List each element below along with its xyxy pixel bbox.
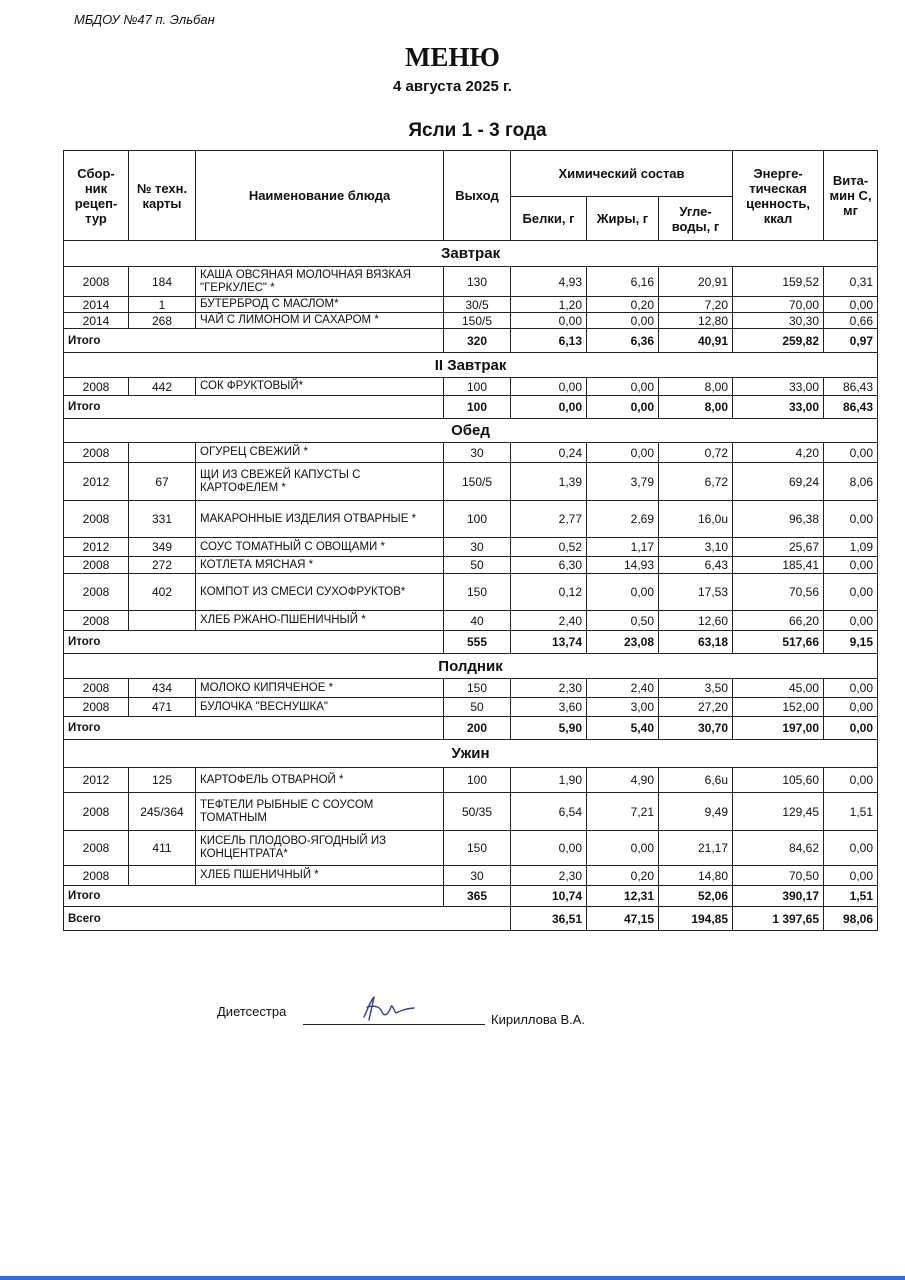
table-row [64,443,878,463]
page-title: МЕНЮ [405,42,500,72]
cell-energy: 185,41 [733,557,824,574]
cell-protein: 1,20 [511,297,587,313]
grand-total-fat: 47,15 [587,907,659,931]
cell-fat: 6,16 [587,267,659,297]
total-fat: 6,36 [587,329,659,353]
cell-protein: 6,54 [511,793,587,831]
cell-dish: ЧАЙ С ЛИМОНОМ И САХАРОМ * [196,313,444,329]
section-row [64,241,878,267]
cell-card: 245/364 [129,793,196,831]
total-row [64,631,878,654]
col-energy: Энерге-тическая ценность, ккал [733,151,824,241]
cell-output: 100 [444,501,511,538]
cell-collection: 2008 [64,611,129,631]
table-row [64,297,878,313]
cell-fat: 2,40 [587,679,659,698]
cell-fat: 1,17 [587,538,659,557]
cell-carbs: 3,10 [659,538,733,557]
total-label: Итого [64,717,444,740]
cell-energy: 66,20 [733,611,824,631]
cell-output: 150/5 [444,313,511,329]
cell-energy: 84,62 [733,831,824,866]
section-row [64,419,878,443]
total-carbs: 63,18 [659,631,733,654]
signature-line [303,1024,485,1025]
cell-energy: 129,45 [733,793,824,831]
section-row [64,654,878,679]
cell-dish: СОУС ТОМАТНЫЙ С ОВОЩАМИ * [196,538,444,557]
total-fat: 0,00 [587,396,659,419]
cell-dish: ХЛЕБ РЖАНО-ПШЕНИЧНЫЙ * [196,611,444,631]
cell-card [129,866,196,886]
total-fat: 12,31 [587,886,659,907]
cell-protein: 1,39 [511,463,587,501]
cell-vitamin: 0,00 [824,557,878,574]
col-protein: Белки, г [511,197,587,241]
total-vitamin: 1,51 [824,886,878,907]
cell-vitamin: 0,00 [824,574,878,611]
total-energy: 197,00 [733,717,824,740]
cell-fat: 0,50 [587,611,659,631]
table-row [64,313,878,329]
grand-total-vitamin: 98,06 [824,907,878,931]
table-row [64,831,878,866]
cell-carbs: 6,6u [659,768,733,793]
cell-fat: 3,00 [587,698,659,717]
section-row [64,740,878,768]
cell-output: 150 [444,679,511,698]
cell-collection: 2008 [64,574,129,611]
cell-card: 349 [129,538,196,557]
cell-energy: 4,20 [733,443,824,463]
total-vitamin: 0,97 [824,329,878,353]
total-energy: 33,00 [733,396,824,419]
cell-carbs: 3,50 [659,679,733,698]
cell-energy: 30,30 [733,313,824,329]
cell-energy: 25,67 [733,538,824,557]
col-fat: Жиры, г [587,197,659,241]
cell-energy: 69,24 [733,463,824,501]
col-collection: Сбор-ник рецеп-тур [64,151,129,241]
cell-energy: 33,00 [733,378,824,396]
col-chem: Химический состав [511,151,733,197]
cell-card [129,611,196,631]
cell-collection: 2008 [64,831,129,866]
cell-carbs: 21,17 [659,831,733,866]
total-label: Итого [64,329,444,353]
grand-total-label: Всего [64,907,511,931]
age-group: Ясли 1 - 3 года [408,120,547,141]
cell-output: 50 [444,557,511,574]
cell-output: 150/5 [444,463,511,501]
section-title: II Завтрак [64,353,878,378]
cell-energy: 70,56 [733,574,824,611]
cell-protein: 2,30 [511,866,587,886]
cell-output: 40 [444,611,511,631]
cell-dish: ХЛЕБ ПШЕНИЧНЫЙ * [196,866,444,886]
cell-dish: КОМПОТ ИЗ СМЕСИ СУХОФРУКТОВ* [196,574,444,611]
cell-protein: 4,93 [511,267,587,297]
section-title: Ужин [64,740,878,768]
cell-protein: 1,90 [511,768,587,793]
cell-dish: ЩИ ИЗ СВЕЖЕЙ КАПУСТЫ С КАРТОФЕЛЕМ * [196,463,444,501]
table-row [64,611,878,631]
cell-output: 100 [444,768,511,793]
cell-vitamin: 0,00 [824,768,878,793]
handwritten-signature [358,993,418,1023]
cell-protein: 2,40 [511,611,587,631]
total-carbs: 40,91 [659,329,733,353]
cell-vitamin: 86,43 [824,378,878,396]
cell-card: 434 [129,679,196,698]
total-carbs: 30,70 [659,717,733,740]
cell-collection: 2012 [64,768,129,793]
cell-dish: БУТЕРБРОД С МАСЛОМ* [196,297,444,313]
cell-carbs: 16,0u [659,501,733,538]
cell-vitamin: 0,00 [824,831,878,866]
table-row [64,698,878,717]
cell-vitamin: 0,00 [824,297,878,313]
table-row [64,378,878,396]
total-energy: 259,82 [733,329,824,353]
cell-fat: 3,79 [587,463,659,501]
col-carbs: Угле-воды, г [659,197,733,241]
cell-card: 1 [129,297,196,313]
cell-collection: 2008 [64,866,129,886]
cell-carbs: 20,91 [659,267,733,297]
cell-protein: 2,77 [511,501,587,538]
cell-card: 331 [129,501,196,538]
table-row [64,768,878,793]
cell-vitamin: 8,06 [824,463,878,501]
total-fat: 23,08 [587,631,659,654]
cell-dish: КОТЛЕТА МЯСНАЯ * [196,557,444,574]
total-output: 200 [444,717,511,740]
total-energy: 517,66 [733,631,824,654]
cell-collection: 2008 [64,557,129,574]
cell-collection: 2008 [64,378,129,396]
cell-protein: 0,00 [511,378,587,396]
cell-card: 411 [129,831,196,866]
cell-dish: КАРТОФЕЛЬ ОТВАРНОЙ * [196,768,444,793]
cell-vitamin: 1,51 [824,793,878,831]
cell-card: 125 [129,768,196,793]
total-energy: 390,17 [733,886,824,907]
table-row [64,866,878,886]
cell-output: 30 [444,443,511,463]
table-row [64,538,878,557]
cell-collection: 2008 [64,443,129,463]
cell-fat: 0,00 [587,831,659,866]
menu-body [64,241,878,931]
cell-carbs: 6,43 [659,557,733,574]
cell-collection: 2014 [64,313,129,329]
cell-fat: 0,00 [587,378,659,396]
section-title: Обед [64,419,878,443]
col-output: Выход [444,151,511,241]
cell-card: 471 [129,698,196,717]
cell-energy: 105,60 [733,768,824,793]
total-output: 320 [444,329,511,353]
cell-output: 130 [444,267,511,297]
total-protein: 0,00 [511,396,587,419]
table-row [64,793,878,831]
cell-output: 30 [444,538,511,557]
cell-protein: 3,60 [511,698,587,717]
cell-card: 268 [129,313,196,329]
cell-carbs: 27,20 [659,698,733,717]
menu-table [63,150,878,931]
total-vitamin: 9,15 [824,631,878,654]
total-row [64,396,878,419]
cell-dish: КАША ОВСЯНАЯ МОЛОЧНАЯ ВЯЗКАЯ "ГЕРКУЛЕС" * [196,267,444,297]
cell-vitamin: 0,00 [824,698,878,717]
cell-fat: 0,20 [587,866,659,886]
section-row [64,353,878,378]
cell-energy: 45,00 [733,679,824,698]
grand-total-protein: 36,51 [511,907,587,931]
cell-output: 30/5 [444,297,511,313]
total-output: 100 [444,396,511,419]
total-output: 555 [444,631,511,654]
cell-vitamin: 0,00 [824,443,878,463]
col-card: № техн. карты [129,151,196,241]
total-vitamin: 86,43 [824,396,878,419]
cell-carbs: 7,20 [659,297,733,313]
cell-card: 402 [129,574,196,611]
cell-output: 100 [444,378,511,396]
cell-output: 150 [444,574,511,611]
cell-protein: 6,30 [511,557,587,574]
cell-carbs: 9,49 [659,793,733,831]
total-vitamin: 0,00 [824,717,878,740]
table-row [64,501,878,538]
signature-role: Диетсестра [217,1004,287,1019]
cell-collection: 2008 [64,679,129,698]
cell-dish: БУЛОЧКА "ВЕСНУШКА" [196,698,444,717]
cell-output: 30 [444,866,511,886]
cell-collection: 2008 [64,698,129,717]
grand-total-energy: 1 397,65 [733,907,824,931]
total-label: Итого [64,631,444,654]
cell-fat: 0,00 [587,443,659,463]
cell-fat: 7,21 [587,793,659,831]
cell-energy: 96,38 [733,501,824,538]
cell-protein: 2,30 [511,679,587,698]
table-row [64,679,878,698]
cell-carbs: 0,72 [659,443,733,463]
cell-carbs: 8,00 [659,378,733,396]
table-row [64,463,878,501]
table-row [64,267,878,297]
cell-carbs: 17,53 [659,574,733,611]
total-fat: 5,40 [587,717,659,740]
cell-dish: ТЕФТЕЛИ РЫБНЫЕ С СОУСОМ ТОМАТНЫМ [196,793,444,831]
cell-output: 50/35 [444,793,511,831]
cell-collection: 2012 [64,463,129,501]
cell-collection: 2014 [64,297,129,313]
table-row [64,557,878,574]
cell-fat: 0,00 [587,313,659,329]
cell-fat: 0,00 [587,574,659,611]
cell-vitamin: 0,00 [824,866,878,886]
total-protein: 6,13 [511,329,587,353]
cell-dish: МОЛОКО КИПЯЧЕНОЕ * [196,679,444,698]
cell-dish: ОГУРЕЦ СВЕЖИЙ * [196,443,444,463]
total-protein: 5,90 [511,717,587,740]
total-carbs: 52,06 [659,886,733,907]
cell-card: 67 [129,463,196,501]
total-label: Итого [64,886,444,907]
cell-fat: 14,93 [587,557,659,574]
cell-dish: МАКАРОННЫЕ ИЗДЕЛИЯ ОТВАРНЫЕ * [196,501,444,538]
cell-energy: 152,00 [733,698,824,717]
cell-vitamin: 0,00 [824,679,878,698]
total-row [64,886,878,907]
organization-name: МБДОУ №47 п. Эльбан [74,12,215,27]
col-vitamin: Вита-мин С, мг [824,151,878,241]
total-label: Итого [64,396,444,419]
signature-name: Кириллова В.А. [491,1012,586,1027]
total-carbs: 8,00 [659,396,733,419]
cell-fat: 2,69 [587,501,659,538]
cell-carbs: 12,80 [659,313,733,329]
cell-dish: СОК ФРУКТОВЫЙ* [196,378,444,396]
total-row [64,329,878,353]
cell-collection: 2008 [64,267,129,297]
cell-protein: 0,24 [511,443,587,463]
cell-carbs: 14,80 [659,866,733,886]
cell-vitamin: 0,31 [824,267,878,297]
cell-card [129,443,196,463]
cell-protein: 0,00 [511,313,587,329]
grand-total-carbs: 194,85 [659,907,733,931]
cell-card: 184 [129,267,196,297]
cell-collection: 2012 [64,538,129,557]
cell-vitamin: 0,00 [824,611,878,631]
cell-fat: 0,20 [587,297,659,313]
cell-collection: 2008 [64,793,129,831]
cell-dish: КИСЕЛЬ ПЛОДОВО-ЯГОДНЫЙ ИЗ КОНЦЕНТРАТА* [196,831,444,866]
cell-energy: 70,00 [733,297,824,313]
cell-fat: 4,90 [587,768,659,793]
scan-edge-strip [0,1276,905,1280]
cell-vitamin: 1,09 [824,538,878,557]
cell-protein: 0,52 [511,538,587,557]
cell-vitamin: 0,00 [824,501,878,538]
total-row [64,717,878,740]
cell-output: 50 [444,698,511,717]
section-title: Завтрак [64,241,878,267]
table-row [64,574,878,611]
section-title: Полдник [64,654,878,679]
menu-date: 4 августа 2025 г. [393,78,512,95]
cell-protein: 0,00 [511,831,587,866]
total-protein: 10,74 [511,886,587,907]
cell-card: 442 [129,378,196,396]
total-output: 365 [444,886,511,907]
cell-energy: 70,50 [733,866,824,886]
cell-card: 272 [129,557,196,574]
cell-carbs: 12,60 [659,611,733,631]
col-dish: Наименование блюда [196,151,444,241]
cell-protein: 0,12 [511,574,587,611]
cell-carbs: 6,72 [659,463,733,501]
cell-collection: 2008 [64,501,129,538]
total-protein: 13,74 [511,631,587,654]
cell-vitamin: 0,66 [824,313,878,329]
grand-total-row [64,907,878,931]
cell-output: 150 [444,831,511,866]
cell-energy: 159,52 [733,267,824,297]
